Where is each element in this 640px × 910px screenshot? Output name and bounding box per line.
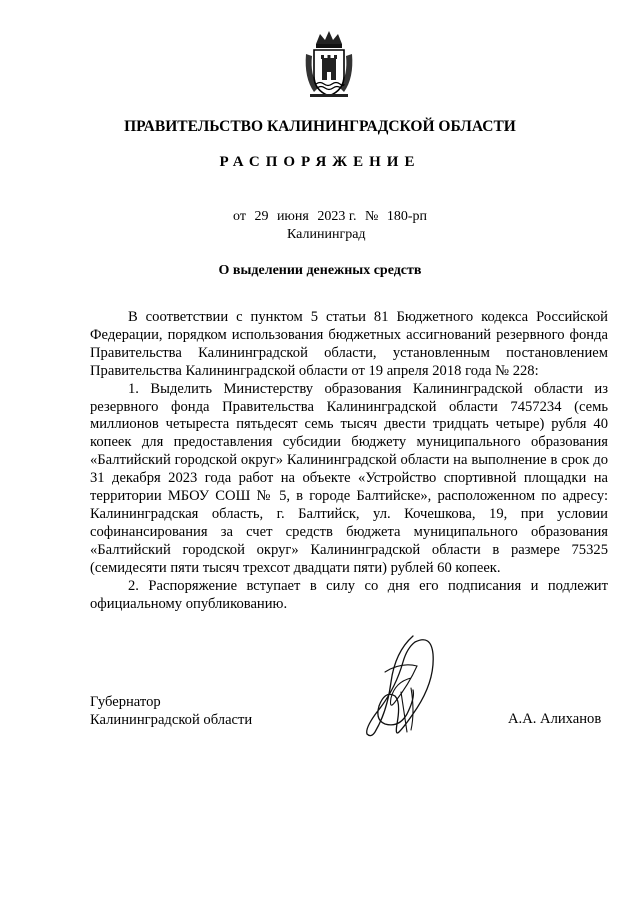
document-body [90, 309, 608, 613]
government-title: ПРАВИТЕЛЬСТВО КАЛИНИНГРАДСКОЙ ОБЛАСТИ [124, 118, 516, 135]
date-month: июня [276, 209, 309, 224]
kaliningrad-coat-of-arms-icon [302, 28, 356, 100]
item-1-paragraph: 1. Выделить Министерству образования Калининградской области из резервного фонда Правительства Калининградской области 7457234 (семь миллионов четыреста пятьдесят семь тысяч двести тридцать четыре) рубля 40 копеек для предоставления субсидии бюджету муниципального образования «Балтийский городской округ» Калининградской области на выполнение в срок до 31 декабря 2023 года работ на объекте «Устройство спортивной площадки на территории МБОУ СОШ № 5, в городе Балтийске», расположенном по адресу: Калининградская область, г. Балтийск, ул. Кочешкова, 19, при условии софинансирования за счет средств бюджета муниципального образования «Балтийский городской округ» Калининградской области в размере 75325 (семидесяти пяти тысяч трехсот двадцати пяти) рублей 60 копеек. [90, 380, 608, 576]
number-sign: № [365, 209, 379, 224]
date-day: 29 [254, 209, 269, 224]
intro-paragraph: В соответствии с пунктом 5 статьи 81 Бюджетного кодекса Российской Федерации, порядком использования бюджетных ассигнований резервного фонда Правительства Калининградской области, установленным постановлением Правительства Калининградской области от 19 апреля 2018 года № 228: [90, 309, 608, 379]
signatory-position [90, 693, 252, 729]
document-type-title: РАСПОРЯЖЕНИЕ [219, 154, 421, 170]
document-subject: О выделении денежных средств [218, 263, 422, 278]
date-prefix: от [233, 209, 246, 224]
document-number: 180-рп [386, 209, 428, 224]
date-year: 2023 г. [317, 209, 357, 224]
position-line-1: Губернатор [90, 694, 161, 710]
date-and-number-line [233, 209, 432, 225]
city-name: Калининград [287, 227, 366, 242]
item-2-paragraph: 2. Распоряжение вступает в силу со дня его подписания и подлежит официальному опубликованию. [90, 577, 608, 612]
position-line-2: Калининградской области [90, 712, 253, 728]
handwritten-signature-icon [355, 632, 445, 740]
signatory-name: А.А. Алиханов [508, 711, 602, 727]
